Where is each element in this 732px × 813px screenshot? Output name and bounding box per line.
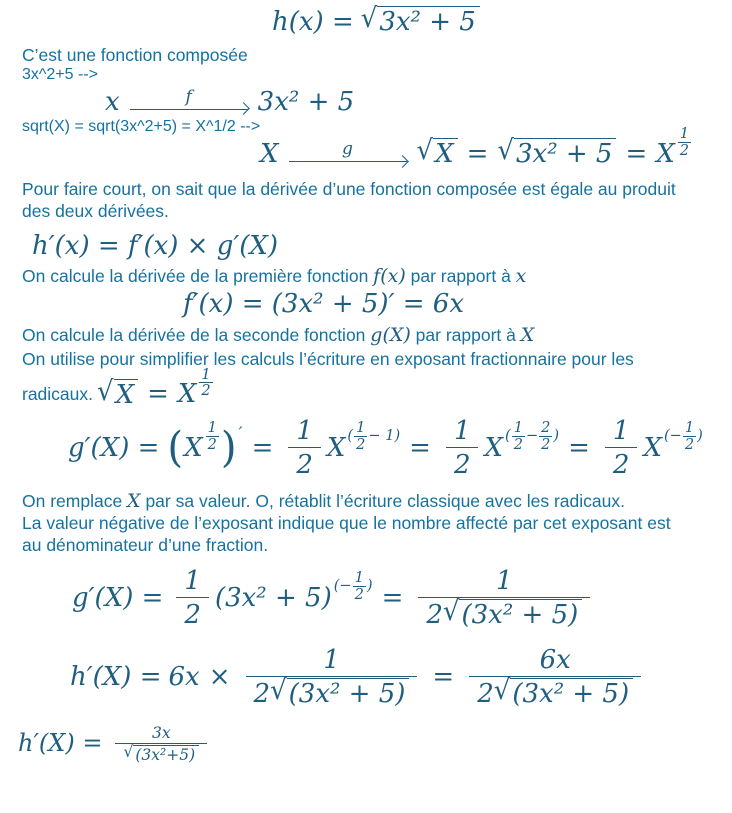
close-paren: )	[553, 427, 560, 445]
text-segment: par rapport à	[410, 325, 521, 346]
document-page: h(x) = √ 3x² + 5 C’est une fonction composée 3x^2+5 --> x f 3x² + 5 sqrt(X) = sqrt(3x^2+5) = X^1/2 --> X g √ X = √ 3x² + 5 = X $\frac{1}{2}$ Pour faire court, on sait que la dérivée d’une fonction composée est égale au produit des deux dérivées. h′(x) = f′(x) × g′(X) On calcule la dérivée de la première fonction f(x) par rapport à x f′(x) = (3x² + 5)′ = 6x On calcule la dérivée de la seconde fonction g(X) par rapport à X On utilise pour simplifier les calculs l’écriture en exposant fractionnaire pour les radicaux. √ X = X $\frac{1}{2}$ g′(X) = ( X $\frac{1}{2}$ ) ′ = $\frac{1}{2}$ X ( $\frac{1}{2}$ − 1 ) = $\frac{1}{2}$ X ( $\frac{1}{2}$ − $\frac{2}{2}$ ) = $\frac{1}{2}$ X (− $\frac{1}{2}$ ) On remplace X par sa valeur. O, rétablit l’écriture classique avec les radicaux. La valeur négative de l’exposant indique que le nombre affecté par cet exposant est au dénominateur d’une fraction. g′(X) = $\frac{1}{2}$ (3x² + 5) (− $\frac{1}{2}$ ) = 1 2 √ (3x² + 5) h′(X) = 6x × 1 2 √ (3x² + 5) = 6x 2 √ (3x² + 5) h′(X) = 3x √ (3x²+5)	[0, 0, 732, 764]
open-paren: (	[505, 427, 511, 445]
radicand: 3x² + 5	[514, 138, 616, 170]
equals-sign: =	[466, 139, 489, 170]
text-segment: par sa valeur. O, rétablit l’écriture classique avec les radicaux.	[140, 490, 625, 511]
fraction-one-half	[683, 420, 696, 452]
radical	[497, 135, 616, 170]
fraction-numerator: 1	[513, 419, 523, 437]
inline-math-x: x	[515, 265, 527, 288]
intro-text: C’est une fonction composée	[22, 44, 248, 65]
h-derivative-product	[70, 644, 722, 711]
fraction-numerator: 1	[612, 415, 630, 446]
fraction-numerator: 1	[201, 365, 211, 383]
minus-one: − 1	[368, 427, 395, 445]
fraction-one-half	[678, 126, 691, 158]
radicand: (3x²+5)	[133, 745, 199, 764]
times-sign: ×	[208, 662, 231, 693]
inline-math-X: X	[127, 489, 141, 512]
fraction-numerator: 1	[296, 415, 313, 446]
fraction-denominator	[418, 597, 590, 632]
radicand: X	[433, 138, 458, 170]
close-paren: )	[220, 422, 237, 473]
inline-math-gX: g(X)	[370, 324, 411, 347]
radical-sign: √	[442, 596, 460, 628]
f-derivative-formula	[183, 289, 722, 319]
radical	[442, 596, 582, 631]
fraction-one-half-display	[288, 415, 321, 482]
radical	[97, 375, 138, 411]
simplify-text: On utilise pour simplifier les calculs l’écriture en exposant fractionnaire pour les	[22, 349, 634, 370]
fraction-numerator: 1	[356, 419, 366, 437]
text-segment: La valeur négative de l’exposant indique que le nombre affecté par cet exposant est	[22, 512, 671, 533]
fraction-denominator: 2	[207, 436, 217, 454]
coefficient-6x: 6x	[168, 662, 200, 693]
map-diagram-f	[105, 86, 722, 118]
map-from: X	[260, 139, 279, 170]
fraction-numerator: 1	[184, 565, 201, 596]
arrow-label-g: g	[342, 138, 353, 159]
fraction-numerator: 6x	[539, 644, 571, 675]
exponent-one-half	[198, 367, 213, 399]
fraction-one-half-display	[446, 415, 479, 482]
fraction-denominator: 2	[354, 586, 364, 604]
radical-sign: √	[416, 135, 434, 167]
power-base: X	[326, 433, 346, 464]
fraction-one-half-display	[605, 415, 638, 482]
radical-sign: √	[123, 742, 134, 762]
text-segment: par rapport à	[405, 266, 516, 287]
fraction-numerator: 2	[541, 419, 551, 437]
fraction-one-half-display	[176, 565, 209, 632]
radical	[416, 135, 458, 170]
radical	[360, 2, 480, 38]
fraction-result	[418, 565, 590, 632]
map-from: x	[105, 86, 120, 117]
fraction-numerator: 1	[496, 565, 513, 596]
fraction-denominator: 2	[513, 436, 523, 454]
formula-title	[272, 2, 722, 38]
exponent-negative-one-half	[334, 570, 373, 602]
exponent-one-half	[677, 126, 692, 158]
fraction-one-half	[512, 420, 525, 452]
text-segment: On calcule la dérivée de la seconde fonction	[22, 325, 371, 346]
equals-sign: =	[568, 433, 590, 464]
radical-sign: √	[97, 375, 114, 408]
equals-sign: =	[625, 139, 648, 170]
fraction-numerator: 3x	[151, 723, 171, 742]
text-segment: au dénominateur d’une fraction.	[22, 534, 269, 555]
prime-mark: ′	[238, 423, 243, 444]
radicand: (3x² + 5)	[287, 678, 410, 710]
first-derivative-text	[22, 265, 722, 287]
radical	[493, 675, 633, 710]
formula-lhs: g′(X) =	[72, 583, 164, 614]
open-paren-minus: (−	[333, 577, 352, 595]
power-base: X	[643, 433, 662, 464]
radical-sign: √	[493, 675, 511, 707]
radical	[123, 742, 199, 764]
fraction-two-halves	[539, 420, 552, 452]
h-derivative-final	[18, 723, 722, 764]
chain-rule-paragraph	[22, 178, 722, 222]
radical	[270, 675, 409, 710]
equals-sign: =	[381, 583, 404, 614]
g-derivative-result	[72, 565, 722, 632]
map-arrow-f	[130, 86, 248, 121]
formula-lhs: h(x) =	[272, 6, 354, 37]
fraction-numerator: 1	[354, 569, 364, 587]
second-derivative-text	[22, 324, 722, 346]
radical-sign: √	[360, 2, 378, 35]
equals-sign: =	[432, 662, 455, 693]
fraction-denominator	[115, 743, 207, 764]
open-paren: (	[347, 427, 354, 445]
map-diagram-g	[260, 125, 722, 170]
radical-sign: √	[497, 135, 514, 167]
fraction-numerator: 1	[207, 419, 217, 437]
open-paren-minus: (−	[663, 427, 682, 445]
formula-text: h′(x) = f′(x) × g′(X)	[32, 231, 279, 262]
coefficient-two: 2	[477, 679, 494, 710]
fraction-denominator: 2	[356, 436, 366, 454]
arrow-shaft	[289, 161, 407, 162]
text-segment: radicaux.	[22, 383, 94, 404]
formula-text: f′(x) = (3x² + 5)′ = 6x	[183, 289, 464, 320]
inline-math-X: X	[520, 324, 535, 347]
coefficient-two: 2	[253, 679, 271, 710]
fraction-denominator	[469, 676, 641, 711]
fraction-denominator: 2	[679, 141, 690, 159]
power-base: X	[656, 139, 675, 170]
formula-lhs: g′(X) =	[68, 433, 160, 464]
fraction-denominator	[246, 676, 418, 711]
exponent-half-minus-one	[347, 420, 400, 452]
fraction-denominator: 2	[605, 447, 638, 482]
close-paren: )	[366, 577, 373, 595]
inline-math-fx: f(x)	[373, 265, 406, 288]
equals-sign: =	[409, 433, 431, 464]
fraction-numerator: 1	[679, 125, 690, 143]
fraction-numerator: 1	[684, 419, 695, 437]
fraction-one-half	[354, 420, 367, 452]
paragraph-line: Pour faire court, on sait que la dérivée d’une fonction composée est égale au produit	[22, 179, 676, 200]
equals-sign: =	[251, 433, 274, 464]
fraction-denominator: 2	[201, 382, 211, 400]
fraction-one-half	[206, 420, 219, 452]
close-paren: )	[697, 427, 703, 445]
exponent-one-half	[205, 420, 220, 452]
minus-sign: −	[525, 427, 539, 445]
power-base: X	[177, 379, 197, 410]
formula-lhs: h′(X) =	[70, 662, 162, 693]
g-derivative-expansion	[68, 415, 722, 482]
radical-sign: √	[270, 675, 287, 707]
exponent-half-minus-two-halves	[505, 420, 559, 452]
fraction-combined	[469, 644, 641, 711]
radicand: 3x² + 5	[377, 6, 479, 38]
chain-rule-formula	[32, 231, 722, 261]
fraction-numerator: 1	[323, 644, 340, 675]
radicand: X	[114, 379, 139, 411]
equals-sign: =	[147, 379, 169, 410]
fraction-denominator: 2	[684, 436, 695, 454]
base-expression: (3x² + 5)	[214, 583, 332, 614]
power-base: X	[184, 433, 203, 464]
radicand: (3x² + 5)	[459, 599, 582, 631]
fraction-one-half	[199, 367, 212, 399]
fraction-denominator: 2	[541, 436, 551, 454]
fraction-final	[115, 723, 207, 764]
radicand: (3x² + 5)	[510, 678, 633, 710]
fraction-g-derivative	[246, 644, 418, 711]
paragraph-line: des deux dérivées.	[22, 201, 169, 222]
fraction-denominator: 2	[446, 447, 479, 482]
open-paren: (	[167, 422, 184, 473]
fraction-denominator: 2	[176, 597, 209, 632]
map-to: 3x² + 5	[257, 86, 355, 117]
text-segment: On remplace	[22, 490, 128, 511]
fraction-denominator: 2	[288, 447, 321, 482]
arrow-label-f: f	[185, 86, 192, 107]
fraction-numerator: 1	[453, 415, 471, 446]
power-base: X	[484, 433, 503, 464]
formula-lhs: h′(X) =	[18, 729, 103, 758]
close-paren: )	[394, 427, 401, 445]
coefficient-two: 2	[426, 600, 443, 631]
exponent-negative-one-half	[664, 420, 703, 452]
map-arrow-g	[289, 138, 407, 173]
arrow-shaft	[130, 109, 248, 110]
radicaux-line	[22, 365, 722, 410]
text-segment: On calcule la dérivée de la première fonction	[22, 266, 374, 287]
fraction-one-half	[353, 570, 366, 602]
replace-text	[22, 490, 722, 556]
